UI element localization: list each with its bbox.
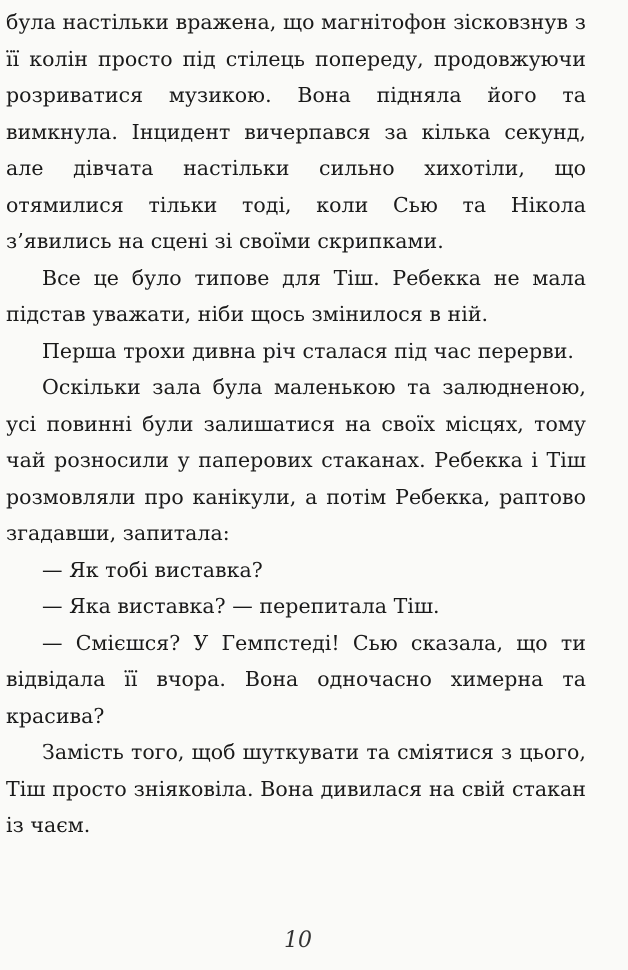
dialogue-line: — Як тобі виставка? [42,557,263,582]
paragraph: була настільки вражена, що магнітофон зісковзнув з її колін просто під стілець попереду, продовжуючи розриватися музикою. Вона підняла його та вимкнула. Інцидент вичерпався за кілька секунд, але дівчата настільки сильно хихотіли, що отямилися тільки тоді, коли Сью та Нікола з’явились на сцені зі своїми скрипками. [6,10,586,253]
dialogue-line: — Яка виставка? — перепитала Тіш. [42,594,440,618]
dialogue-line: — Смієшся? У Гемпстеді! Сью сказала, що ти відвідала її вчора. Вона одночасно химерна та красива? [6,630,586,728]
paragraph: Все це було типове для Тіш. Ребекка не мала підстав уважати, ніби щось змінилося в ній. [6,265,586,326]
page-number: 10 [284,928,312,953]
paragraph: Оскільки зала була маленькою та залюдненою, усі повинні були залишатися на своїх місцях, тому чай розносили у паперових стаканах. Ребекка і Тіш розмовляли про канікули, а потім Ребекка, раптово згадавши, запитала: [6,375,586,545]
body-text [6,4,586,844]
paragraph: Перша трохи дивна річ сталася під час перерви. [42,338,574,363]
paragraph: Замість того, щоб шуткувати та сміятися з цього, Тіш просто зніяковіла. Вона дивилася на свій стакан із чаєм. [6,740,586,837]
